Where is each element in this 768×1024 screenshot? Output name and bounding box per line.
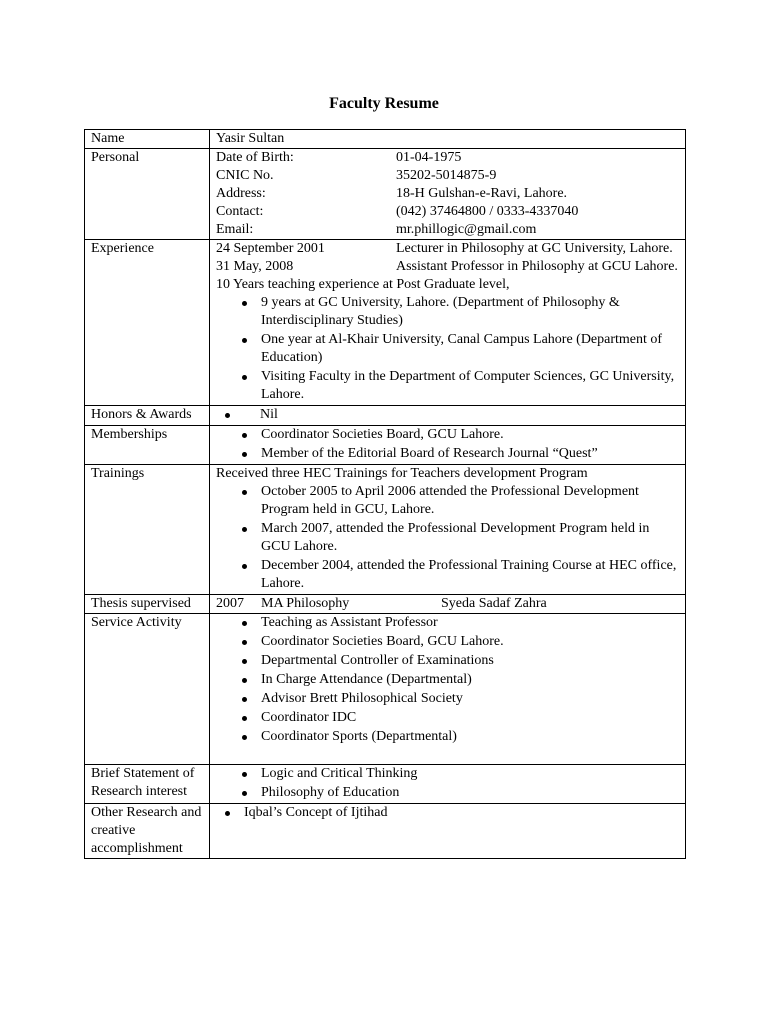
row-other-research [85,804,686,859]
label-other-research: Other Research and creative accomplishment [85,804,210,859]
list-item: Visiting Faculty in the Department of Computer Sciences, GC University, Lahore. [261,368,679,404]
row-personal [85,149,686,240]
thesis-student: Syeda Sadaf Zahra [441,596,547,611]
page-title: Faculty Resume [329,95,439,112]
trainings-details [210,465,686,595]
service-details [210,614,686,765]
list-item: Advisor Brett Philosophical Society [261,690,679,708]
research-list [216,765,679,802]
list-item: Coordinator IDC [261,709,679,727]
label-research: Brief Statement of Research interest [85,765,210,804]
list-item: March 2007, attended the Professional Development Program held in GCU Lahore. [261,520,679,556]
trainings-list [216,483,679,593]
honors-details [210,406,686,426]
service-list [216,614,679,746]
list-item: Coordinator Societies Board, GCU Lahore. [261,426,679,444]
row-memberships [85,426,686,465]
resume-table [84,129,686,859]
list-item: Philosophy of Education [261,784,679,802]
label-honors: Honors & Awards [85,406,210,426]
label-memberships: Memberships [85,426,210,465]
thesis-details [210,595,686,614]
list-item: Member of the Editorial Board of Research Journal “Quest” [261,445,679,463]
field-dob: Date of Birth: 01-04-1975 [216,150,462,165]
list-item: October 2005 to April 2006 attended the Professional Development Program held in GCU, Lahore. [261,483,679,519]
list-item: 9 years at GC University, Lahore. (Department of Philosophy & Interdisciplinary Studies) [261,294,679,330]
trainings-intro: Received three HEC Trainings for Teachers development Program [216,466,588,481]
label-trainings: Trainings [85,465,210,595]
list-item: Logic and Critical Thinking [261,765,679,783]
value-name: Yasir Sultan [210,130,686,149]
thesis-degree: MA Philosophy [261,596,350,611]
other-research-details [210,804,686,859]
honors-list [216,406,679,424]
label-personal: Personal [85,149,210,240]
list-item: December 2004, attended the Professional Training Course at HEC office, Lahore. [261,557,679,593]
list-item: Iqbal’s Concept of Ijtihad [244,804,679,822]
list-item: Coordinator Societies Board, GCU Lahore. [261,633,679,651]
label-experience: Experience [85,240,210,406]
field-address: Address: 18-H Gulshan-e-Ravi, Lahore. [216,186,568,201]
position-1: 24 September 2001 Lecturer in Philosophy at GC University, Lahore. [216,241,673,256]
row-experience [85,240,686,406]
list-item: Teaching as Assistant Professor [261,614,679,632]
experience-list [216,294,679,404]
thesis-year: 2007 [216,596,244,611]
label-thesis: Thesis supervised [85,595,210,614]
position-2: 31 May, 2008 Assistant Professor in Philosophy at GCU Lahore. [216,259,678,274]
label-name: Name [85,130,210,149]
list-item: Coordinator Sports (Departmental) [261,728,679,746]
field-contact: Contact: (042) 37464800 / 0333-4337040 [216,204,579,219]
row-service [85,614,686,765]
list-item: One year at Al-Khair University, Canal Campus Lahore (Department of Education) [261,331,679,367]
row-research [85,765,686,804]
row-honors [85,406,686,426]
row-thesis [85,595,686,614]
memberships-list [216,426,679,463]
field-email: Email: mr.phillogic@gmail.com [216,222,537,237]
experience-summary: 10 Years teaching experience at Post Graduate level, [216,277,510,292]
other-research-list [216,804,679,822]
research-details [210,765,686,804]
memberships-details [210,426,686,465]
label-service: Service Activity [85,614,210,765]
list-item: Nil [244,406,679,424]
field-cnic: CNIC No. 35202-5014875-9 [216,168,497,183]
personal-details [210,149,686,240]
list-item: In Charge Attendance (Departmental) [261,671,679,689]
list-item: Departmental Controller of Examinations [261,652,679,670]
row-name [85,130,686,149]
row-trainings [85,465,686,595]
experience-details [210,240,686,406]
